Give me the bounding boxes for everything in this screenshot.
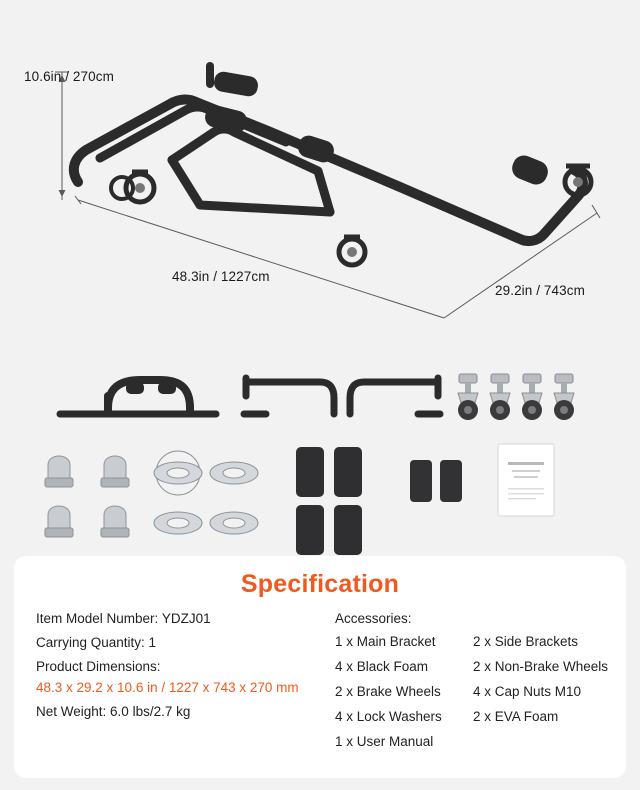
depth-dimension-label: 29.2in / 743cm (495, 283, 585, 298)
spec-quantity-value: 1 (148, 635, 157, 650)
spec-dimensions-row (36, 656, 335, 698)
spec-model-row (36, 608, 335, 629)
spec-model-value: YDZJ01 (161, 611, 211, 626)
spec-dimensions-label: Product Dimensions: (36, 659, 161, 674)
part-wheel-4 (554, 374, 574, 420)
spec-right-column (335, 608, 608, 752)
accessories-heading: Accessories: (334, 611, 412, 626)
list-item: 2 x Non-Brake Wheels (472, 659, 608, 674)
height-dimension-label: 10.6in / 270cm (24, 69, 114, 84)
length-dimension-label: 48.3in / 1227cm (172, 269, 270, 284)
part-wheel-2 (490, 374, 510, 420)
accessories-list (335, 632, 608, 752)
part-user-manual (498, 444, 554, 516)
spec-quantity-label: Carrying Quantity: (36, 635, 149, 650)
product-dimension-diagram (0, 0, 640, 340)
spec-weight-label: Net Weight: (36, 704, 111, 719)
spec-weight-value: 6.0 lbs/2.7 kg (110, 704, 191, 719)
spec-model-label: Item Model Number: (36, 611, 162, 626)
top-roller (213, 70, 260, 97)
specification-card (14, 556, 626, 778)
motorcycle-dolly-illustration (70, 66, 591, 265)
caster-left-rear (111, 177, 133, 199)
list-item: 4 x Cap Nuts M10 (472, 684, 581, 699)
page-title: Specification (240, 570, 400, 598)
parts-list-illustration (0, 340, 640, 555)
list-item: 2 x Side Brackets (472, 634, 578, 649)
list-item: 1 x User Manual (334, 734, 434, 749)
part-main-bracket (60, 380, 216, 414)
part-eva-foams (410, 460, 462, 502)
part-side-bracket-2 (350, 378, 440, 414)
list-item: 4 x Lock Washers (334, 709, 442, 724)
spec-left-column (36, 608, 335, 752)
spec-dimensions-value: 48.3 x 29.2 x 10.6 in / 1227 x 743 x 270 mm (36, 680, 299, 695)
parts-drawing (0, 340, 640, 555)
foam-roller-right (509, 152, 551, 188)
part-black-foams (296, 447, 362, 555)
spec-weight-row (36, 701, 335, 722)
part-wheel-3 (522, 374, 542, 420)
list-item: 1 x Main Bracket (334, 634, 436, 649)
list-item: 2 x EVA Foam (472, 709, 559, 724)
caster-mid (339, 237, 365, 265)
list-item: 2 x Brake Wheels (334, 684, 441, 699)
part-side-bracket-1 (244, 378, 334, 414)
part-cap-nuts (45, 456, 129, 537)
part-wheel-1 (458, 374, 478, 420)
list-item: 4 x Black Foam (334, 659, 428, 674)
part-lock-washers (154, 451, 258, 534)
spec-quantity-row (36, 632, 335, 653)
